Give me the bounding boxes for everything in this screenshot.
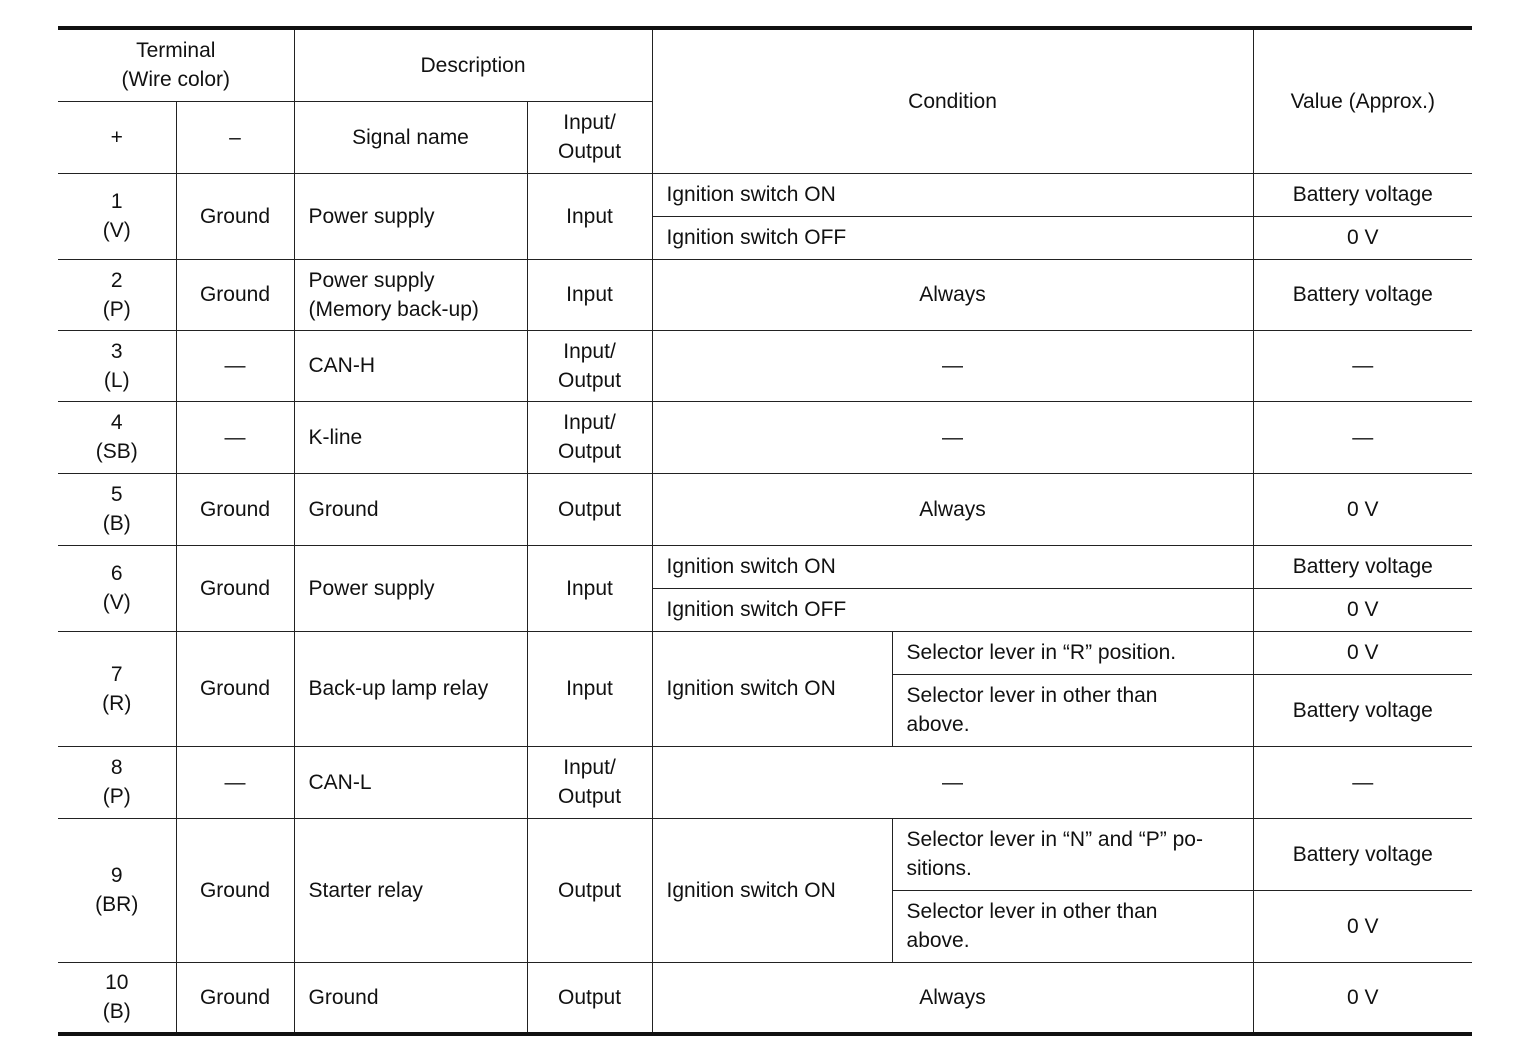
io-cell: Input: [527, 545, 652, 631]
terminal-cell: 5 (B): [58, 473, 176, 545]
io-cell: Output: [527, 473, 652, 545]
plus-header: +: [58, 101, 176, 173]
signal-cell: CAN-L: [294, 746, 527, 818]
value-cell: Battery voltage: [1253, 545, 1472, 588]
minus-cell: Ground: [176, 962, 294, 1034]
minus-cell: Ground: [176, 631, 294, 746]
terminal-cell: 6 (V): [58, 545, 176, 631]
condition-cell: Always: [652, 473, 1253, 545]
condition-cell: Ignition switch ON: [652, 173, 1253, 216]
minus-cell: —: [176, 401, 294, 473]
signal-cell: CAN-H: [294, 330, 527, 401]
minus-cell: Ground: [176, 259, 294, 330]
value-cell: —: [1253, 746, 1472, 818]
terminal-cell: 8 (P): [58, 746, 176, 818]
table-row: [58, 401, 1472, 473]
value-cell: Battery voltage: [1253, 674, 1472, 746]
io-cell: Output: [527, 962, 652, 1034]
terminal-cell: 4 (SB): [58, 401, 176, 473]
io-cell: Input: [527, 631, 652, 746]
table-row: [58, 818, 1472, 890]
value-cell: 0 V: [1253, 588, 1472, 631]
condition-cell: Ignition switch OFF: [652, 216, 1253, 259]
table-row: [58, 631, 1472, 674]
condition-cell: Always: [652, 259, 1253, 330]
value-cell: Battery voltage: [1253, 259, 1472, 330]
value-cell: Battery voltage: [1253, 818, 1472, 890]
terminal-cell: 3 (L): [58, 330, 176, 401]
table-row: [58, 746, 1472, 818]
minus-cell: —: [176, 330, 294, 401]
signal-name-header: Signal name: [294, 101, 527, 173]
table-row: [58, 173, 1472, 216]
condition-cell: Ignition switch OFF: [652, 588, 1253, 631]
io-cell: Input/ Output: [527, 746, 652, 818]
value-cell: 0 V: [1253, 473, 1472, 545]
io-header: Input/ Output: [527, 101, 652, 173]
condition-cell: —: [652, 401, 1253, 473]
terminal-cell: 10 (B): [58, 962, 176, 1034]
condition-cell: —: [652, 746, 1253, 818]
terminal-header: Terminal (Wire color): [58, 28, 294, 101]
sub-condition-cell: Selector lever in other than above.: [892, 674, 1253, 746]
sub-condition-cell: Selector lever in “R” position.: [892, 631, 1253, 674]
terminal-cell: 2 (P): [58, 259, 176, 330]
table-row: [58, 545, 1472, 588]
table-row: [58, 330, 1472, 401]
value-cell: —: [1253, 401, 1472, 473]
io-cell: Input/ Output: [527, 401, 652, 473]
condition-header: Condition: [652, 28, 1253, 173]
io-cell: Output: [527, 818, 652, 962]
value-cell: 0 V: [1253, 962, 1472, 1034]
signal-cell: Starter relay: [294, 818, 527, 962]
condition-cell: Ignition switch ON: [652, 631, 892, 746]
value-cell: 0 V: [1253, 216, 1472, 259]
terminal-cell: 9 (BR): [58, 818, 176, 962]
signal-cell: K-line: [294, 401, 527, 473]
signal-cell: Ground: [294, 962, 527, 1034]
signal-cell: Back-up lamp relay: [294, 631, 527, 746]
table-row: [58, 962, 1472, 1034]
minus-header: –: [176, 101, 294, 173]
minus-cell: Ground: [176, 545, 294, 631]
sub-condition-cell: Selector lever in “N” and “P” po- sitions.: [892, 818, 1253, 890]
sub-condition-cell: Selector lever in other than above.: [892, 890, 1253, 962]
terminal-cell: 7 (R): [58, 631, 176, 746]
table-row: [58, 473, 1472, 545]
signal-cell: Power supply (Memory back-up): [294, 259, 527, 330]
signal-cell: Ground: [294, 473, 527, 545]
terminal-cell: 1 (V): [58, 173, 176, 259]
value-header: Value (Approx.): [1253, 28, 1472, 173]
value-cell: Battery voltage: [1253, 173, 1472, 216]
condition-cell: Ignition switch ON: [652, 545, 1253, 588]
terminal-spec-table: [58, 26, 1472, 1036]
io-cell: Input: [527, 173, 652, 259]
value-cell: —: [1253, 330, 1472, 401]
minus-cell: —: [176, 746, 294, 818]
io-cell: Input/ Output: [527, 330, 652, 401]
value-cell: 0 V: [1253, 890, 1472, 962]
minus-cell: Ground: [176, 473, 294, 545]
condition-cell: Always: [652, 962, 1253, 1034]
value-cell: 0 V: [1253, 631, 1472, 674]
signal-cell: Power supply: [294, 545, 527, 631]
minus-cell: Ground: [176, 818, 294, 962]
table-row: [58, 259, 1472, 330]
minus-cell: Ground: [176, 173, 294, 259]
signal-cell: Power supply: [294, 173, 527, 259]
condition-cell: —: [652, 330, 1253, 401]
description-header: Description: [294, 28, 652, 101]
condition-cell: Ignition switch ON: [652, 818, 892, 962]
io-cell: Input: [527, 259, 652, 330]
